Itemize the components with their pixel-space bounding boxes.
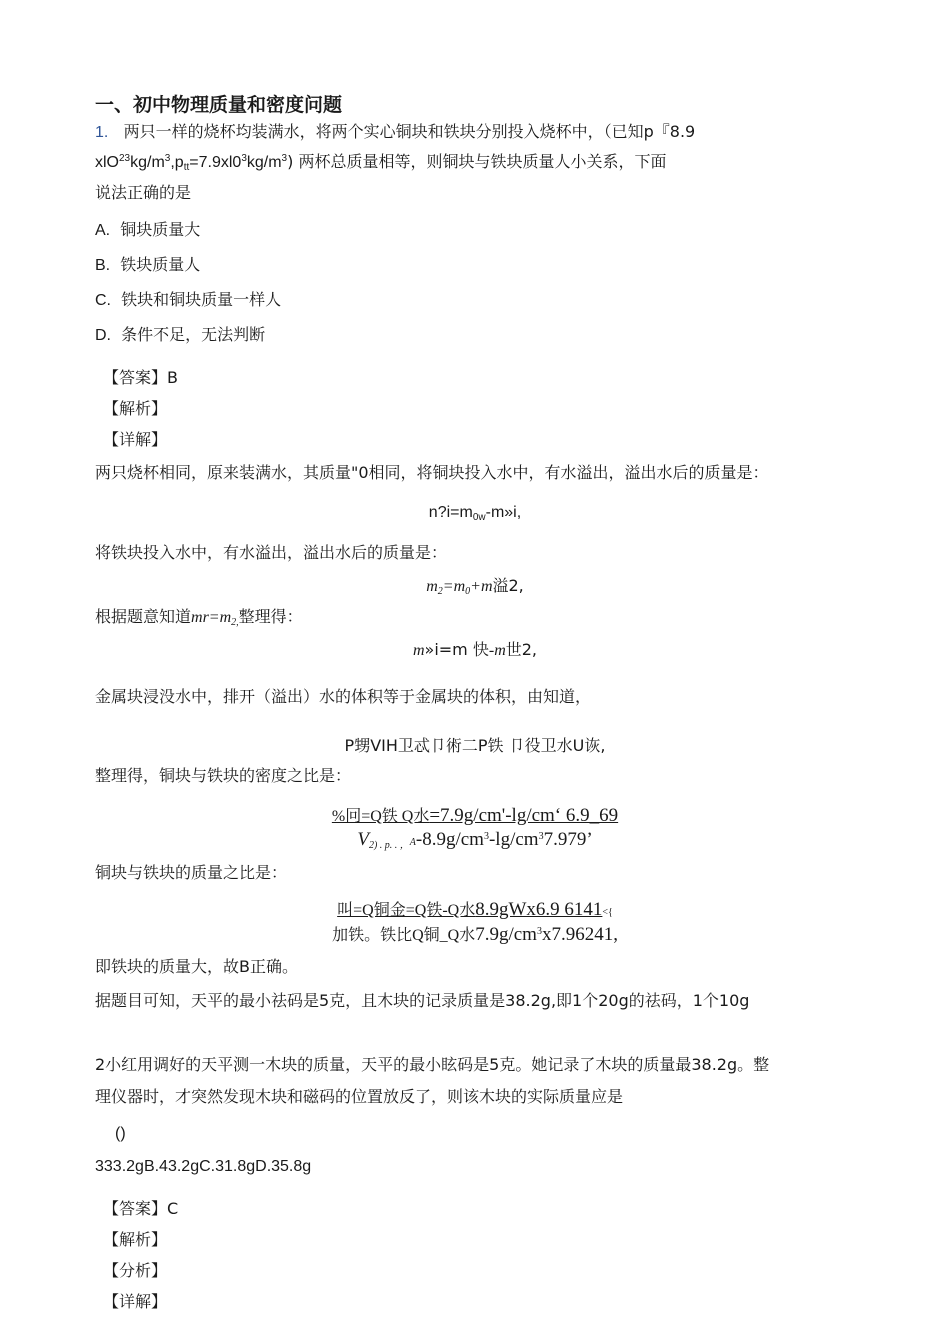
q1-paragraph-4: 金属块浸没水中，排开（溢出）水的体积等于金属块的体积，由知道， bbox=[95, 687, 592, 706]
q2-line-1: 2小红用调好的天平测一木块的质量，天平的最小眩码是5克。她记录了木块的质量最38.2g。整 bbox=[95, 1055, 770, 1074]
q1-number: 1. bbox=[95, 124, 109, 141]
q1-answer: 【答案】B bbox=[103, 368, 178, 387]
q1-formula-5-line-2: $V_{2) . p. . ,}A-8.9g/cm^3-\lg/cm^37.979$’ bbox=[357, 829, 593, 851]
q1-line-1 bbox=[95, 122, 695, 143]
q1-line-1-text: 两只一样的烧杯均装满水，将两个实心铜块和铁块分别投入烧杯中，（已知p『8.9 bbox=[123, 122, 696, 141]
q1-paragraph-7: 即铁块的质量大，故B正确。 bbox=[95, 957, 298, 976]
q2-answer: 【答案】C bbox=[103, 1199, 179, 1218]
q1-formula-5-line-1: %冋=Q铁 Q水=7.9g/cm'-lg/cm‘ 6.9_69 bbox=[331, 805, 619, 826]
q2-line-2: 理仪器时，才突然发现木块和磁码的位置放反了，则该木块的实际质量应是 bbox=[95, 1087, 624, 1106]
q1-paragraph-1: 两只烧杯相同，原来装满水，其质量"0相同，将铜块投入水中，有水溢出，溢出水后的质量是： bbox=[95, 463, 769, 482]
q1-formula-6-line-1: 叫=Q铜金=Q铁-Q水8.9gWx6.9 6141<{ bbox=[337, 899, 613, 920]
q1-option-d: D. 条件不足，无法判断 bbox=[95, 325, 266, 344]
q1-paragraph-2: 将铁块投入水中，有水溢出，溢出水后的质量是： bbox=[95, 543, 448, 562]
q1-option-a: A. 铜块质量大 bbox=[95, 220, 201, 239]
q2-fenxi-label: 【分析】 bbox=[103, 1261, 168, 1280]
q1-formula-6-line-2: 加铁。铁比Q铜_Q水$7.9g/cm^3x7.96241$, bbox=[332, 924, 618, 945]
q1-formula-2: $m_2=m_0+m$溢2, bbox=[426, 576, 524, 597]
q1-paragraph-6: 铜块与铁块的质量之比是： bbox=[95, 863, 288, 882]
q1-line-3: 说法正确的是 bbox=[95, 183, 192, 202]
q1-formula-3: m»i=m 快-m世2, bbox=[412, 640, 538, 659]
q1-analysis-label: 【解析】 bbox=[103, 399, 168, 418]
q2-options: 333.2gB.43.2gC.31.8gD.35.8g bbox=[95, 1158, 312, 1175]
q1-paragraph-5: 整理得，铜块与铁块的密度之比是： bbox=[95, 766, 352, 785]
q1-formula-1: $n?i=m_{0w}-m»i$, bbox=[428, 504, 522, 523]
q1-detail-label: 【详解】 bbox=[103, 430, 168, 449]
q2-analysis-label: 【解析】 bbox=[103, 1230, 168, 1249]
q1-formula-4: P甥VIH卫忒卩術二P铁 卩役卫水U诙, bbox=[344, 736, 606, 755]
q1-line-2: $xlO^{23}kg/m^3,p_{tt}=7.9xl0^3kg/m^3$) 两杯总质量相等，则铜块与铁块质量人小关系，下面 bbox=[95, 152, 667, 173]
q2-detail-label: 【详解】 bbox=[103, 1292, 168, 1311]
q1-option-c: C. 铁块和铜块质量一样人 bbox=[95, 290, 282, 309]
section-title: 一、初中物理质量和密度问题 bbox=[95, 94, 343, 116]
q1-option-b: B. 铁块质量人 bbox=[95, 255, 201, 274]
q1-paragraph-8: 据题目可知，天平的最小祛码是5克，且木块的记录质量是38.2g,即1个20g的祛码，1个10g bbox=[95, 991, 750, 1010]
q2-blank-parens: () bbox=[115, 1125, 126, 1142]
q1-paragraph-3: 根据题意知道$mr=m_{2,}$整理得： bbox=[95, 607, 303, 628]
